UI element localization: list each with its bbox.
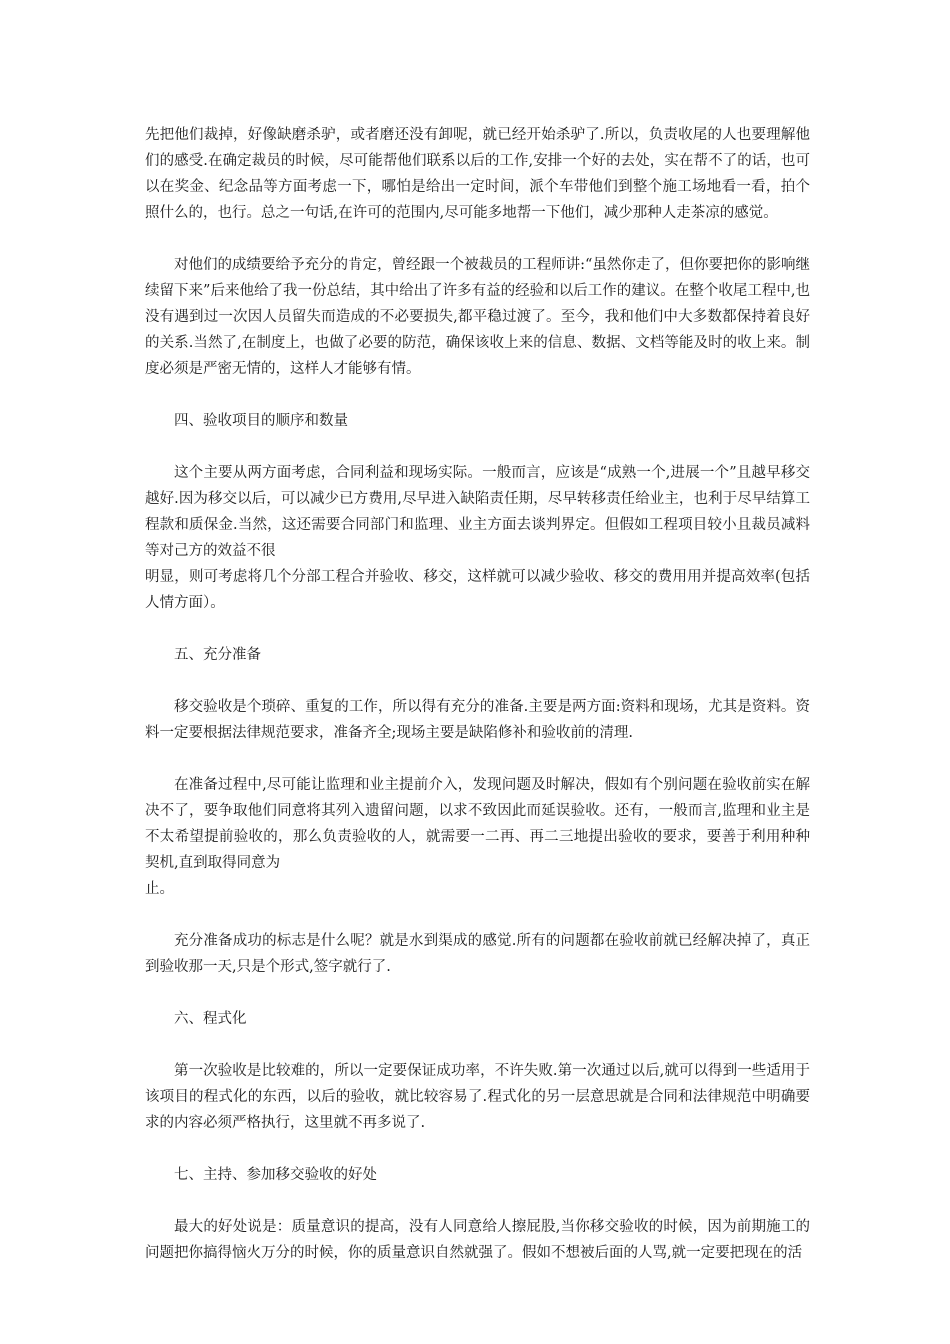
paragraph-layoff-feelings: 先把他们裁掉，好像缺磨杀驴，或者磨还没有卸呢，就已经开始杀驴了.所以，负责收尾的人也要理解他们的感受.在确定裁员的时候，尽可能帮他们联系以后的工作,安排一个好的去处，实在帮不了的话，也可以在奖金、纪念品等方面考虑一下，哪怕是给出一定时间，派个车带他们到整个施工场地看一看，拍个照什么的，也行。总之一句话,在许可的范围内,尽可能多地帮一下他们，减少那种人走茶凉的感觉。 [145, 127, 810, 221]
section-heading-7: 七、主持、参加移交验收的好处 [174, 1167, 377, 1183]
document-body [145, 122, 810, 1292]
paragraph-acceptance-order-continued: 明显，则可考虑将几个分部工程合并验收、移交，这样就可以减少验收、移交的费用用并提高效率(包括人情方面）。 [145, 569, 810, 611]
paragraph-affirm-achievements: 对他们的成绩要给予充分的肯定，曾经跟一个被裁员的工程师讲:“虽然你走了，但你要把你的影响继续留下来”后来他给了我一份总结，其中给出了许多有益的经验和以后工作的建议。在整个收尾工程中,也没有遇到过一次因人员留失而造成的不必要损失,都平稳过渡了。至今，我和他们中大多数都保持着良好的关系.当然了,在制度上，也做了必要的防范，确保该收上来的信息、数据、文档等能及时的收上来。制度必须是严密无情的，这样人才能够有情。 [145, 257, 810, 377]
paragraph-preparation-process-continued: 止。 [145, 881, 174, 897]
paragraph-handover-preparation: 移交验收是个琐碎、重复的工作，所以得有充分的准备.主要是两方面:资料和现场，尤其是资料。资料一定要根据法律规范要求，准备齐全;现场主要是缺陷修补和验收前的清理. [145, 699, 810, 741]
section-heading-5: 五、充分准备 [174, 647, 261, 663]
paragraph-acceptance-order: 这个主要从两方面考虑，合同利益和现场实际。一般而言，应该是“成熟一个,进展一个”且越早移交越好.因为移交以后，可以减少已方费用,尽早进入缺陷责任期，尽早转移责任给业主，也利于尽早结算工程款和质保金.当然，这还需要合同部门和监理、业主方面去谈判界定。但假如工程项目较小且裁员减料等对己方的效益不很 [145, 465, 810, 559]
paragraph-benefits: 最大的好处说是：质量意识的提高，没有人同意给人擦屁股,当你移交验收的时候，因为前期施工的问题把你搞得恼火万分的时候，你的质量意识自然就强了。假如不想被后面的人骂,就一定要把现在的活 [145, 1219, 810, 1261]
section-heading-6: 六、程式化 [174, 1011, 247, 1027]
paragraph-standardization: 第一次验收是比较难的，所以一定要保证成功率，不许失败.第一次通过以后,就可以得到一些适用于该项目的程式化的东西，以后的验收，就比较容易了.程式化的另一层意思就是合同和法律规范中明确要求的内容必须严格执行，这里就不再多说了. [145, 1063, 810, 1131]
paragraph-preparation-process: 在准备过程中,尽可能让监理和业主提前介入，发现问题及时解决，假如有个别问题在验收前实在解决不了，要争取他们同意将其列入遗留问题，以求不致因此而延误验收。还有，一般而言,监理和业主是不太希望提前验收的，那么负责验收的人，就需要一二再、再二三地提出验收的要求，要善于利用种种契机,直到取得同意为 [145, 777, 810, 871]
section-heading-4: 四、验收项目的顺序和数量 [174, 413, 348, 429]
paragraph-preparation-success: 充分准备成功的标志是什么呢？就是水到渠成的感觉.所有的问题都在验收前就已经解决掉了，真正到验收那一天,只是个形式,签字就行了. [145, 933, 810, 975]
